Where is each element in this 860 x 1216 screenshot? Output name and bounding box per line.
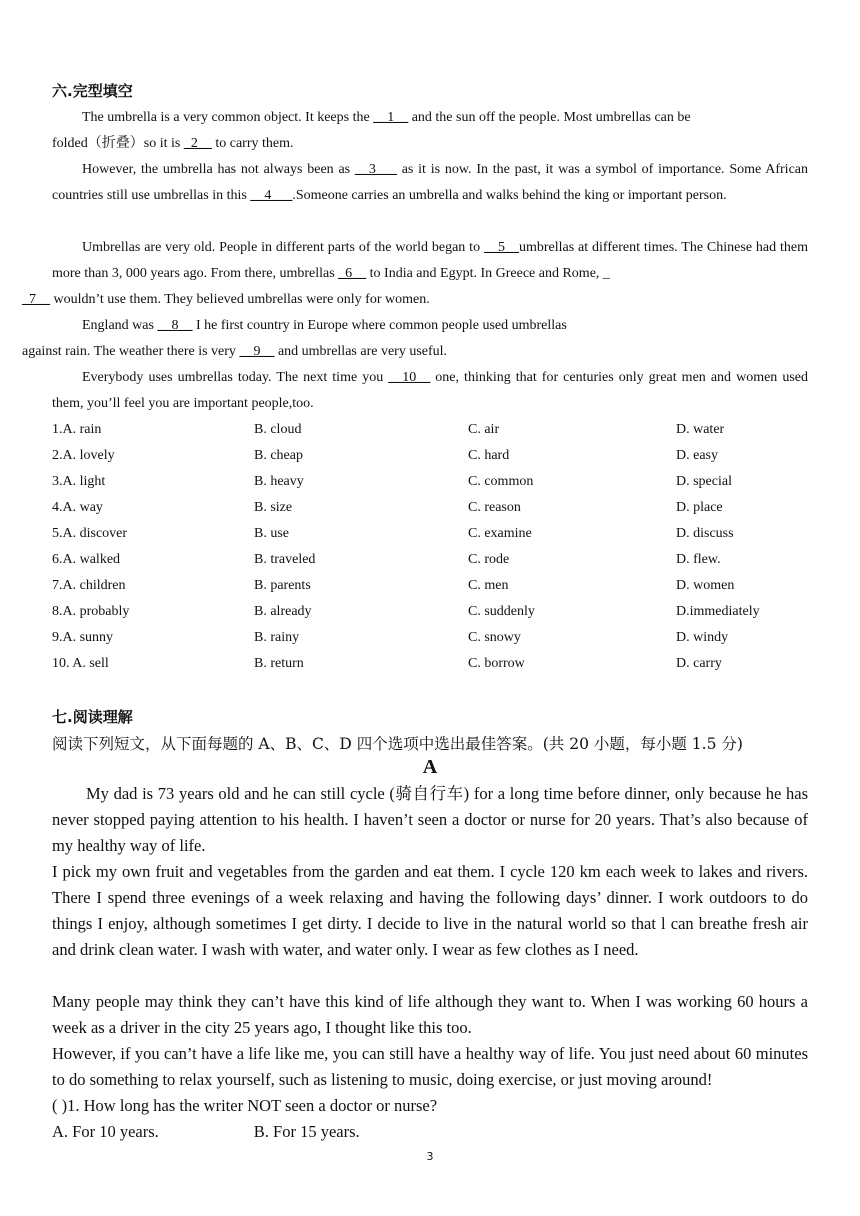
blank-2: _2__ <box>183 136 212 151</box>
blank-3: __3___ <box>354 162 397 177</box>
passage-paragraph-1: My dad is 73 years old and he can still cycle (骑自行车) for a long time before dinner, only because he has never stopped paying attention to his health. I haven’t seen a doctor or nurse for 20 years. That’s also because of my healthy way of life. <box>52 784 808 855</box>
option-d: D. carry <box>676 656 722 671</box>
option-b: B. use <box>254 526 289 541</box>
cloze-text: Umbrellas are very old. People in different parts of the world began to <box>82 240 484 255</box>
option-d: D. easy <box>676 448 718 463</box>
option-b: B. traveled <box>254 552 316 567</box>
cloze-text: Everybody uses umbrellas today. The next time you <box>82 370 389 385</box>
cloze-text: folded（折叠）so it is <box>52 136 184 151</box>
option-b: B. For 15 years. <box>253 1122 360 1141</box>
cloze-text: against rain. The weather there is very <box>22 344 240 359</box>
cloze-text: and the sun off the people. Most umbrellas can be <box>408 110 691 125</box>
option-row <box>52 417 812 443</box>
option-a: 2.A. lovely <box>52 448 115 463</box>
passage-letter: A <box>422 756 438 778</box>
option-c: C. borrow <box>468 656 525 671</box>
option-d: D. water <box>676 422 725 437</box>
option-d: D. special <box>676 474 732 489</box>
option-d: D. flew. <box>676 552 721 567</box>
reading-heading: 七.阅读理解 <box>52 708 133 726</box>
option-d: D.immediately <box>676 604 760 619</box>
option-c: C. hard <box>468 448 510 463</box>
option-c: C. rode <box>468 552 510 567</box>
option-row <box>52 495 812 521</box>
option-c: C. reason <box>468 500 521 515</box>
option-b: B. parents <box>254 578 311 593</box>
cloze-text: umbrellas at different times. The Chinese had them more than 3, 000 years ago. From there, umbrellas <box>52 240 808 281</box>
option-a: 4.A. way <box>52 500 103 515</box>
cloze-text: to carry them. <box>211 136 294 151</box>
cloze-text: However, the umbrella has not always been as <box>82 162 355 177</box>
option-c: C. examine <box>468 526 532 541</box>
cloze-text: England was <box>82 318 158 333</box>
cloze-heading: 六.完型填空 <box>52 82 133 100</box>
option-c: C. air <box>468 422 500 437</box>
option-b: B. cloud <box>254 422 302 437</box>
option-b: B. heavy <box>254 474 304 489</box>
option-c: C. men <box>468 578 509 593</box>
cloze-text: as it is now. In the past, it was a symbol of importance. Some African countries still use umbrellas in this <box>52 162 808 203</box>
blank-7: _7__ <box>22 292 50 307</box>
cloze-text: one, thinking that for centuries only great men and women used them, you’ll feel you are important people,too. <box>52 370 808 411</box>
option-row <box>52 469 812 495</box>
question-1: ( )1. How long has the writer NOT seen a doctor or nurse? <box>52 1096 438 1115</box>
passage-paragraph-2: I pick my own fruit and vegetables from the garden and eat them. I cycle 120 km each week to lakes and rivers. There I spend three evenings of a week relaxing and having the following days’ dinner. I work outdoors to do things I enjoy, although sometimes I get dirty. I decide to live in the natural world so that l can breathe fresh air and drink clean water. I wash with water, and water only. I wear as few clothes as I need. <box>52 862 808 959</box>
option-b: B. return <box>254 656 304 671</box>
cloze-text: I he first country in Europe where common people used umbrellas <box>192 318 567 333</box>
cloze-text: The umbrella is a very common object. It keeps the <box>82 110 374 125</box>
cloze-text: and umbrellas are very useful. <box>274 344 448 359</box>
option-row <box>52 599 812 625</box>
option-b: B. already <box>254 604 312 619</box>
option-a: 10. A. sell <box>52 656 109 671</box>
option-a: 6.A. walked <box>52 552 121 567</box>
option-a: 1.A. rain <box>52 422 102 437</box>
option-row <box>52 443 812 469</box>
blank-10: __10__ <box>388 370 431 385</box>
option-c: C. suddenly <box>468 604 535 619</box>
option-c: C. common <box>468 474 534 489</box>
option-a: 9.A. sunny <box>52 630 114 645</box>
question-1-options <box>52 1119 808 1145</box>
cloze-paragraph-1 <box>52 105 808 157</box>
option-b: B. size <box>254 500 293 515</box>
option-a: 5.A. discover <box>52 526 128 541</box>
blank-8: __8__ <box>157 318 193 333</box>
option-row <box>52 651 812 677</box>
cloze-text: .Someone carries an umbrella and walks behind the king or important person. <box>292 188 727 203</box>
passage-paragraph-4: However, if you can’t have a life like me, you can still have a healthy way of life. You just need about 60 minutes to do something to relax yourself, such as listening to music, doing exercise, or just moving around! <box>52 1044 808 1089</box>
blank-1: __1__ <box>373 110 409 125</box>
page-number: 3 <box>426 1150 434 1163</box>
option-b: B. cheap <box>254 448 303 463</box>
option-a: 8.A. probably <box>52 604 130 619</box>
option-row <box>52 625 812 651</box>
option-b: B. rainy <box>254 630 300 645</box>
option-a: 7.A. children <box>52 578 126 593</box>
cloze-paragraph-2 <box>52 157 808 209</box>
reading-instruction: 阅读下列短文，从下面每题的 A、B、C、D 四个选项中选出最佳答案。(共 20 小题，每小题 1.5 分) <box>52 735 743 753</box>
cloze-text: wouldn’t use them. They believed umbrellas were only for women. <box>50 292 430 307</box>
option-d: D. windy <box>676 630 729 645</box>
blank-9: __9__ <box>239 344 275 359</box>
blank-4: __4___ <box>250 188 293 203</box>
cloze-text: to India and Egypt. In Greece and Rome, _ <box>366 266 610 281</box>
cloze-paragraph-4 <box>22 313 808 365</box>
blank-6: _6__ <box>338 266 367 281</box>
option-c: C. snowy <box>468 630 521 645</box>
option-d: D. place <box>676 500 723 515</box>
option-d: D. women <box>676 578 735 593</box>
passage-paragraph-3: Many people may think they can’t have this kind of life although they want to. When I was working 60 hours a week as a driver in the city 25 years ago, I thought like this too. <box>52 992 808 1037</box>
option-row <box>52 521 812 547</box>
option-a: A. For 10 years. <box>52 1122 159 1141</box>
option-a: 3.A. light <box>52 474 106 489</box>
option-row <box>52 547 812 573</box>
option-row <box>52 573 812 599</box>
cloze-paragraph-3 <box>22 235 808 313</box>
blank-5: __5__ <box>483 240 519 255</box>
option-d: D. discuss <box>676 526 734 541</box>
cloze-paragraph-5 <box>52 365 808 417</box>
